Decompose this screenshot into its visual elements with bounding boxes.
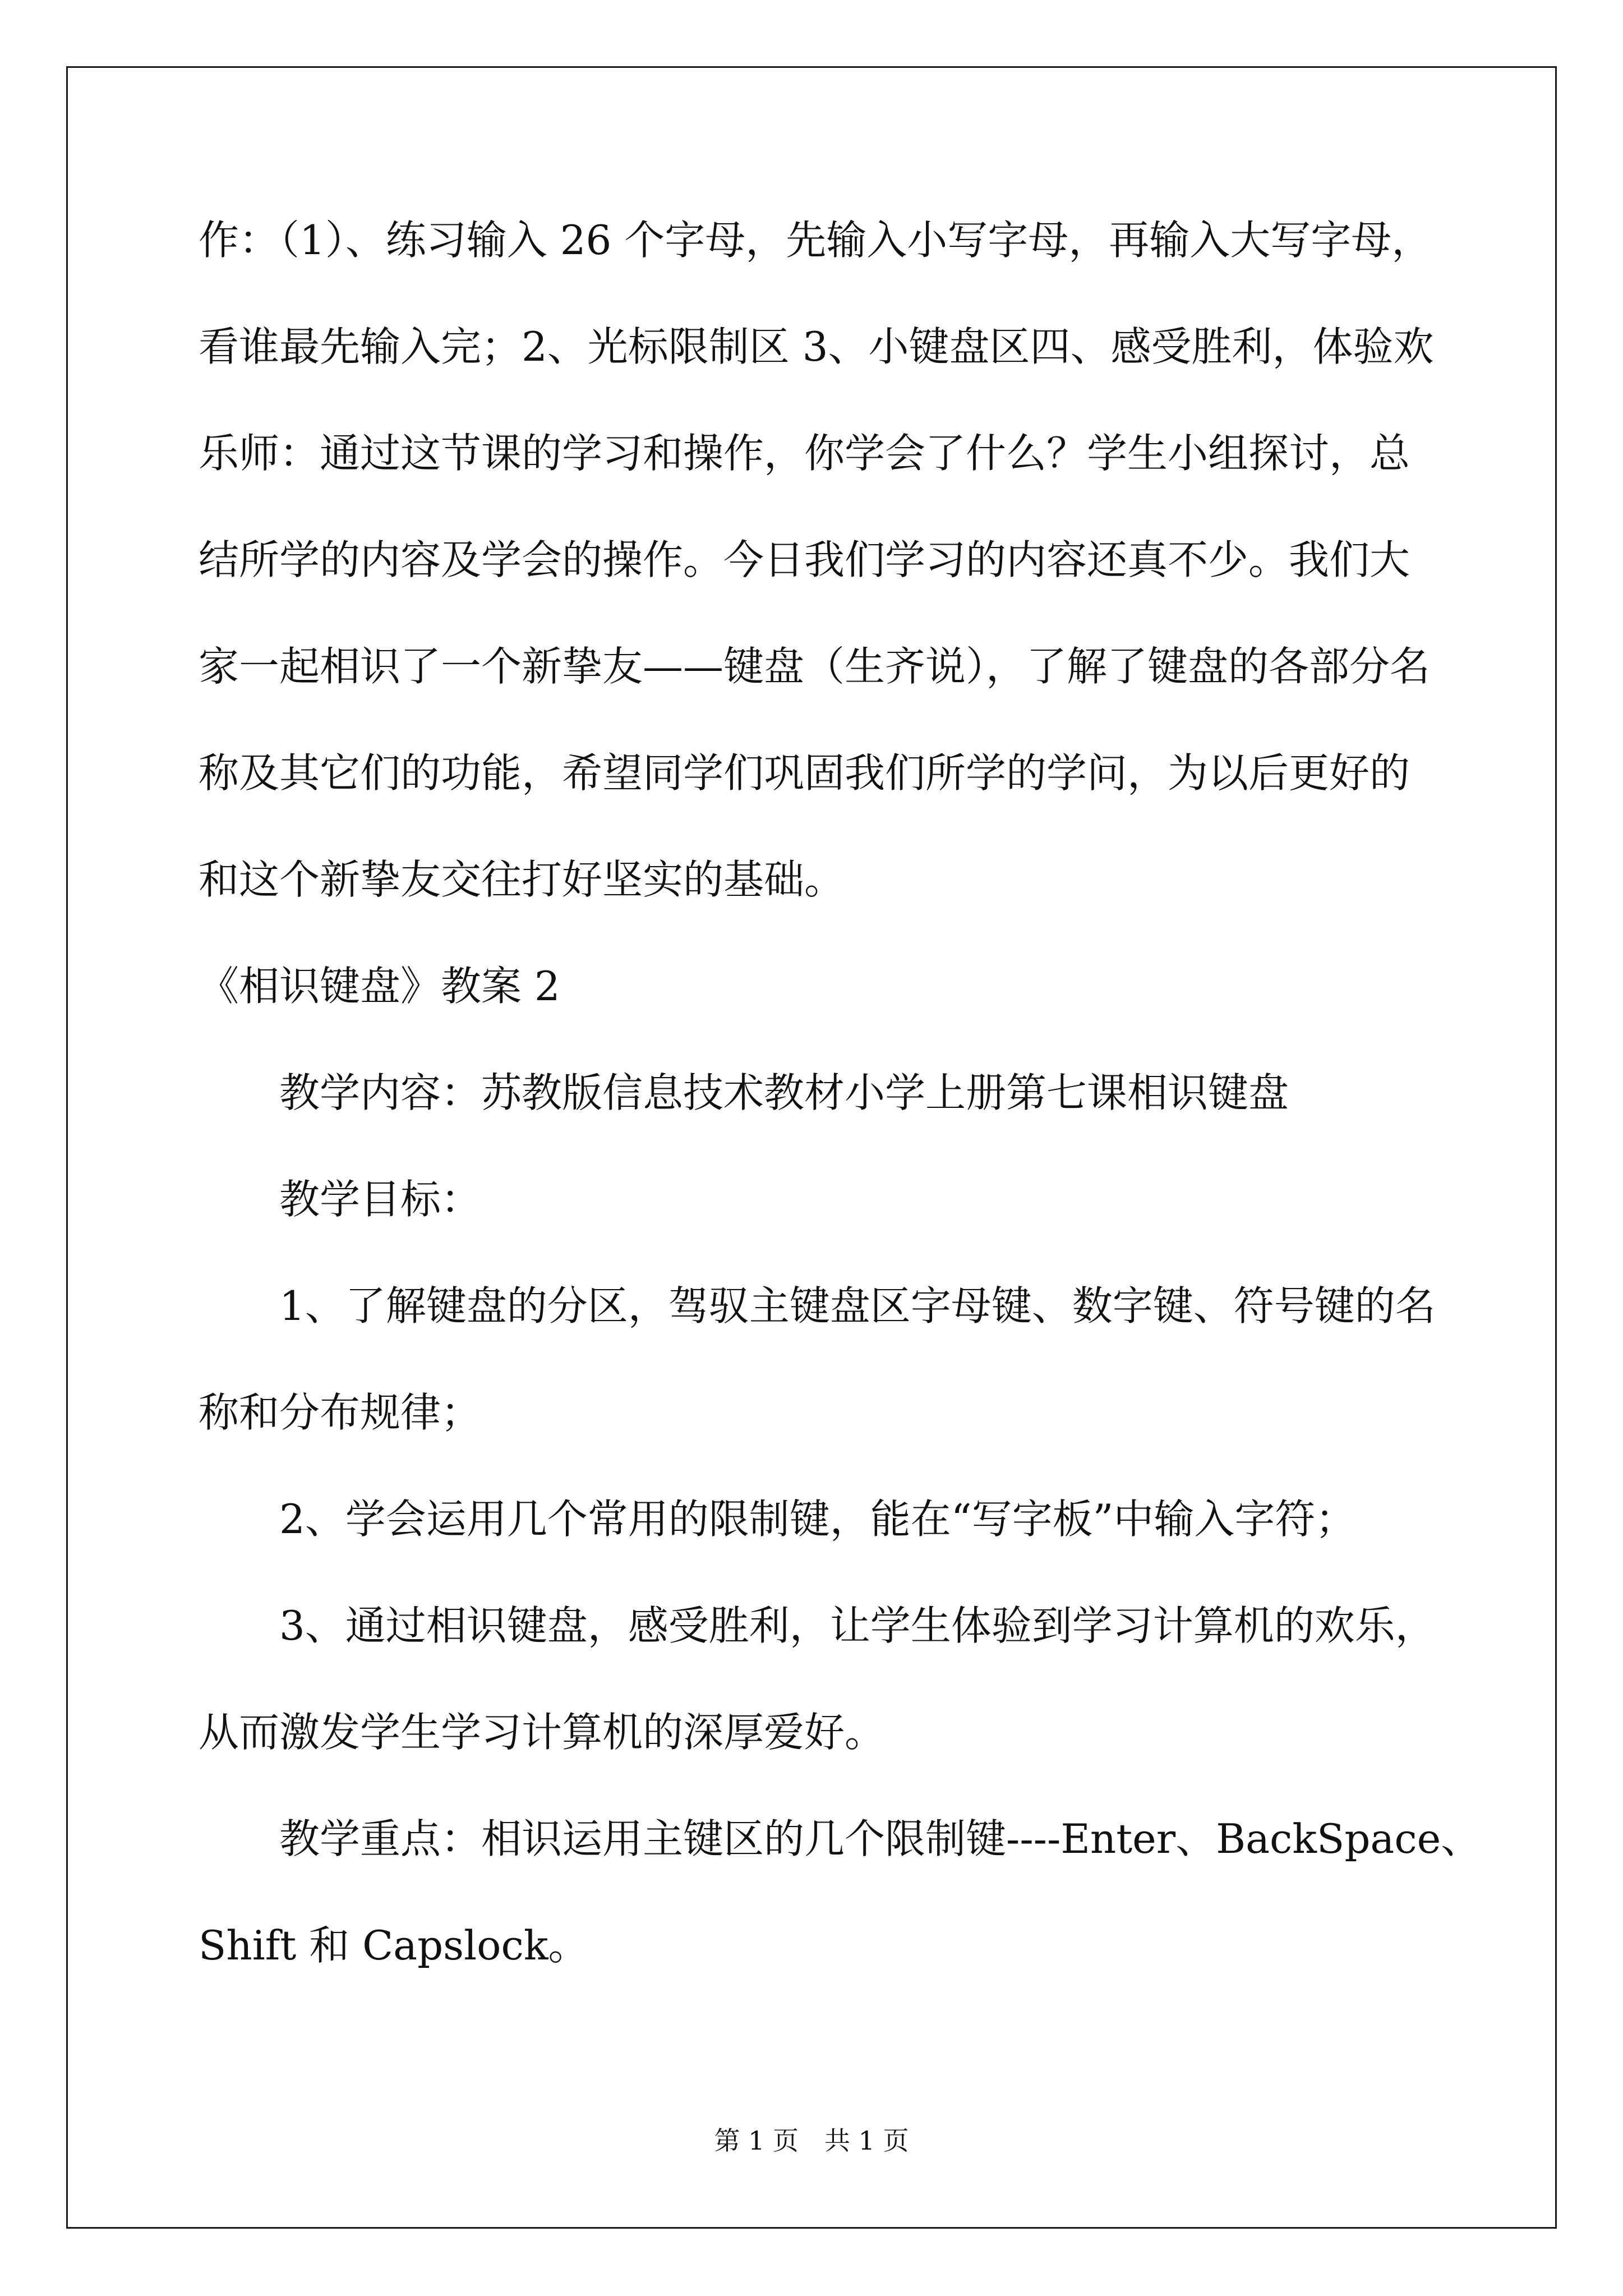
text-line: 家一起相识了一个新挚友——键盘（生齐说），了解了键盘的各部分名: [199, 643, 1431, 690]
text-line: 结所学的内容及学会的操作。今日我们学习的内容还真不少。我们大: [199, 536, 1410, 583]
page-footer: 第 1 页 共 1 页: [714, 2125, 909, 2156]
text-line: 称及其它们的功能，希望同学们巩固我们所学的学问，为以后更好的: [199, 749, 1410, 797]
text-line: 1、了解键盘的分区，驾驭主键盘区字母键、数字键、符号键的名: [279, 1282, 1436, 1329]
text-line: 2、学会运用几个常用的限制键，能在“写字板”中输入字符；: [279, 1496, 1356, 1543]
text-line: 看谁最先输入完；2、光标限制区 3、小键盘区四、感受胜利，体验欢: [199, 323, 1434, 370]
text-line: 称和分布规律；: [199, 1389, 482, 1436]
text-line: 和这个新挚友交往打好坚实的基础。: [199, 856, 845, 903]
text-line: 教学目标：: [279, 1176, 482, 1223]
text-line: Shift 和 Capslock。: [199, 1922, 589, 1969]
page-border: [66, 66, 1557, 2229]
text-line: 教学重点：相识运用主键区的几个限制键----Enter、BackSpace、: [279, 1815, 1482, 1862]
text-line: 教学内容：苏教版信息技术教材小学上册第七课相识键盘: [279, 1069, 1289, 1116]
text-line: 乐师：通过这节课的学习和操作，你学会了什么？学生小组探讨，总: [199, 430, 1410, 477]
text-line: 从而激发学生学习计算机的深厚爱好。: [199, 1709, 886, 1756]
text-line: 3、通过相识键盘，感受胜利，让学生体验到学习计算机的欢乐，: [279, 1602, 1436, 1649]
text-line: 作：（1）、练习输入 26 个字母，先输入小写字母，再输入大写字母，: [199, 217, 1432, 264]
section-heading: 《相识键盘》教案 2: [199, 963, 560, 1010]
